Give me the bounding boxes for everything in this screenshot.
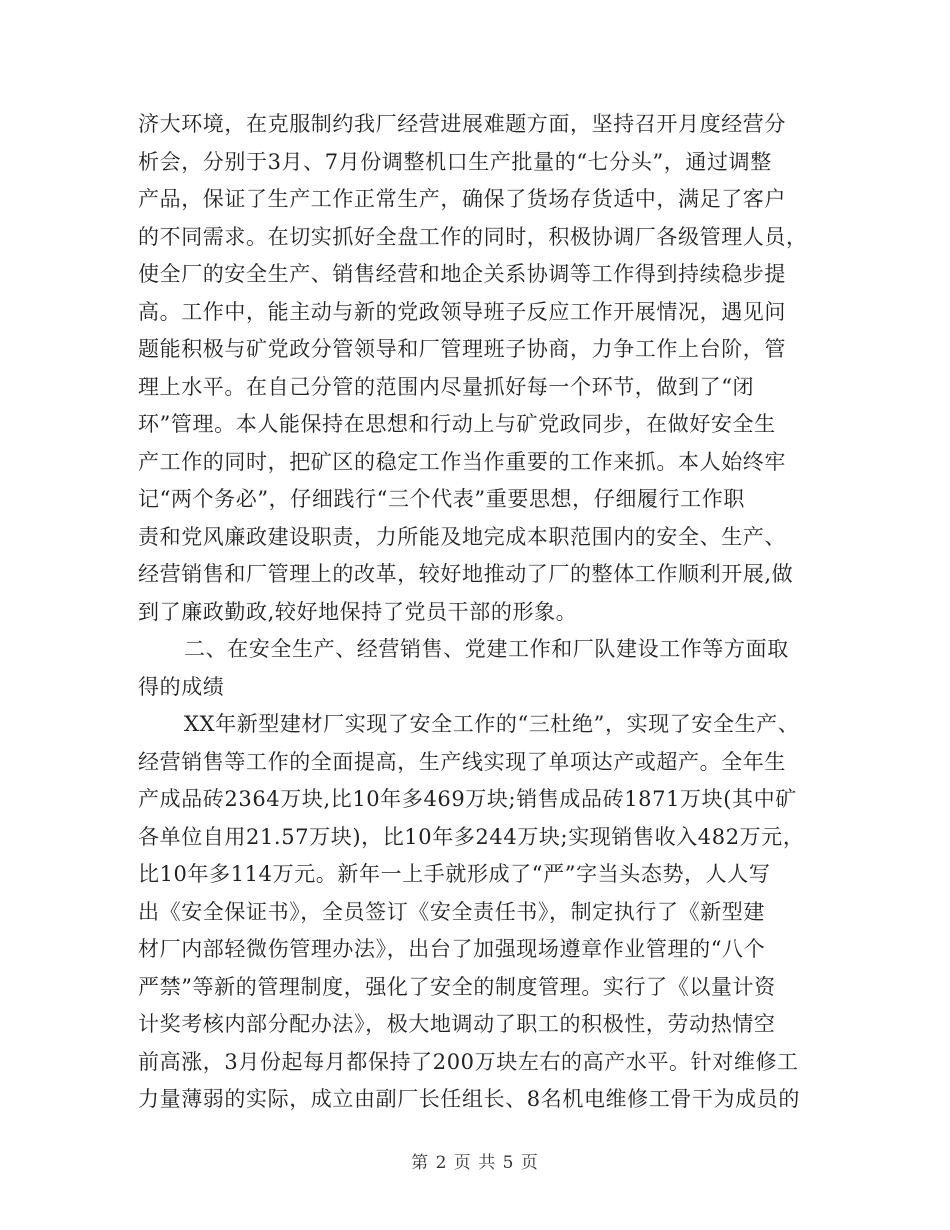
section-heading-line: 二、在安全生产、经营销售、党建工作和厂队建设工作等方面取 <box>184 637 789 661</box>
text-line: 计奖考核内部分配办法》，极大地调动了职工的积极性，劳动热情空 <box>138 1012 776 1036</box>
section-heading-line: 得的成绩 <box>138 674 225 699</box>
text-line: 析会，分别于3月、7月份调整机口生产批量的“七分头”，通过调整 <box>138 149 772 174</box>
text-line: 出《安全保证书》，全员签订《安全责任书》，制定执行了《新型建 <box>138 899 765 924</box>
text-line: 产成品砖2364万块,比10年多469万块;销售成品砖1871万块(其中矿 <box>138 787 797 811</box>
text-line: 题能积极与矿党政分管领导和厂管理班子协商，力争工作上台阶，管 <box>138 337 786 361</box>
text-line: 力量薄弱的实际，成立由副厂长任组长、8名机电维修工骨干为成员的 <box>138 1087 800 1111</box>
text-line: 高。工作中，能主动与新的党政领导班子反应工作开展情况，遇见问 <box>138 299 786 324</box>
text-line: 记“两个务必”，仔细践行“三个代表”重要思想，仔细履行工作职 <box>138 487 745 511</box>
text-line: 产工作的同时，把矿区的稳定工作当作重要的工作来抓。本人始终牢 <box>138 449 786 474</box>
text-line: 各单位自用21.57万块)，比10年多244万块;实现销售收入482万元， <box>138 824 805 849</box>
text-line: 严禁”等新的管理制度，强化了安全的制度管理。实行了《以量计资 <box>138 974 776 999</box>
text-line: 到了廉政勤政,较好地保持了党员干部的形象。 <box>138 599 578 624</box>
body-text <box>138 106 828 1119</box>
text-line: 责和党风廉政建设职责，力所能及地完成本职范围内的安全、生产、 <box>138 524 786 549</box>
text-line: 济大环境，在克服制约我厂经营进展难题方面，坚持召开月度经营分 <box>138 112 786 136</box>
text-line: 使全厂的安全生产、销售经营和地企关系协调等工作得到持续稳步提 <box>138 262 786 286</box>
page-number-footer: 第 2 页 共 5 页 <box>411 1153 539 1173</box>
text-line: 产品，保证了生产工作正常生产，确保了货场存货适中，满足了客户 <box>138 187 786 211</box>
text-line: XX年新型建材厂实现了安全工作的“三杜绝”，实现了安全生产、 <box>184 712 800 736</box>
text-line: 环”管理。本人能保持在思想和行动上与矿党政同步，在做好安全生 <box>138 412 776 436</box>
text-line: 比10年多114万元。新年一上手就形成了“严”字当头态势，人人写 <box>138 862 771 886</box>
text-line: 前高涨，3月份起每月都保持了200万块左右的高产水平。针对维修工 <box>138 1049 799 1074</box>
text-line: 经营销售等工作的全面提高，生产线实现了单项达产或超产。全年生 <box>138 749 786 774</box>
text-line: 经营销售和厂管理上的改革，较好地推动了厂的整体工作顺利开展,做 <box>138 562 794 586</box>
text-line: 理上水平。在自己分管的范围内尽量抓好每一个环节，做到了“闭 <box>138 374 755 399</box>
text-line: 材厂内部轻微伤管理办法》，出台了加强现场遵章作业管理的“八个 <box>138 937 766 961</box>
text-line: 的不同需求。在切实抓好全盘工作的同时，积极协调厂各级管理人员， <box>138 224 808 249</box>
